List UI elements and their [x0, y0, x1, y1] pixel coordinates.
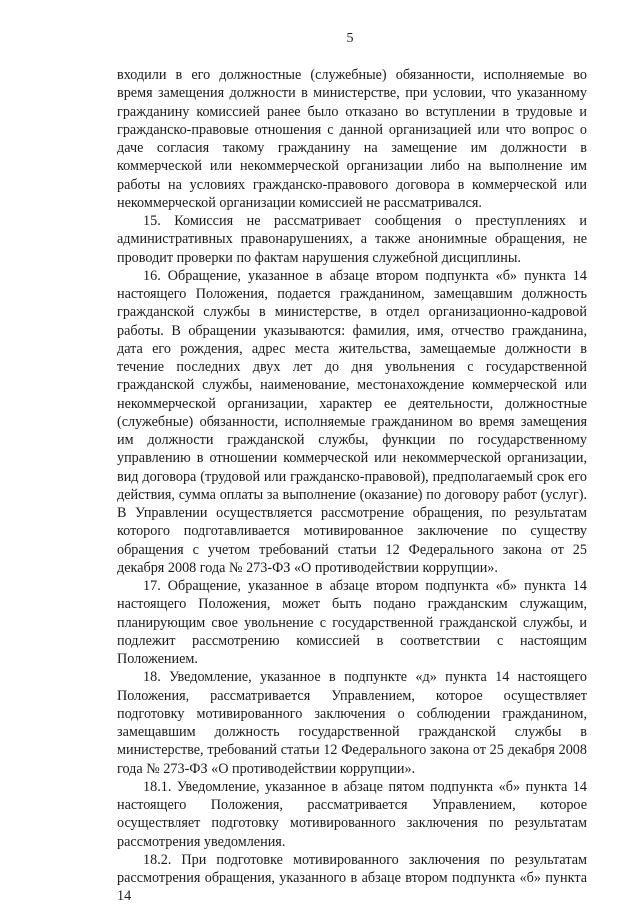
paragraph-18: 18. Уведомление, указанное в подпункте «д» пункта 14 настоящего Положения, рассматривается Управлением, которое осуществляет подготовку мотивированного заключения о соблюдении гражданином, замещавшим должность государственной гражданской службы в министерстве, требований статьи 12 Федерального закона от 25 декабря 2008 года № 273-ФЗ «О противодействии коррупции». — [117, 669, 587, 777]
paragraph-17: 17. Обращение, указанное в абзаце втором подпункта «б» пункта 14 настоящего Положения, может быть подано гражданским служащим, планирующим свое увольнение с государственной гражданской службы, и подлежит рассмотрению комиссией в соответствии с настоящим Положением. — [117, 578, 587, 667]
paragraph-18-2: 18.2. При подготовке мотивированного заключения по результатам рассмотрения обращения, указанного в абзаце втором подпункта «б» пункта 14 — [117, 851, 587, 905]
paragraph-18-1: 18.1. Уведомление, указанное в абзаце пятом подпункта «б» пункта 14 настоящего Положения, рассматривается Управлением, которое осуществляет подготовку мотивированного заключения по результатам рассмотрения уведомления. — [117, 778, 587, 850]
page-number: 5 — [346, 31, 354, 46]
paragraph-continuation: входили в его должностные (служебные) обязанности, исполняемые во время замещения должности в министерстве, при условии, что указанному гражданину комиссией ранее было отказано во вступлении в трудовые и гражданско-правовые отношения с данной организацией или что вопрос о даче согласия такому гражданину на замещение им должности в коммерческой или некоммерческой организации либо на выполнение им работы на условиях гражданско-правового договора в коммерческой или некоммерческой организации комиссией не рассматривался. — [117, 67, 587, 211]
paragraph-16: 16. Обращение, указанное в абзаце втором подпункта «б» пункта 14 настоящего Положения, подается гражданином, замещавшим должность гражданской службы в министерстве, в отдел организационно-кадровой работы. В обращении указываются: фамилия, имя, отчество гражданина, дата его рождения, адрес места жительства, замещаемые должности в течение последних двух лет до дня увольнения с государственной гражданской службы, наименование, местонахождение коммерческой или некоммерческой организации, характер ее деятельности, должностные (служебные) обязанности, исполняемые гражданином во время замещения им должности гражданской службы, функции по государственному управлению в отношении коммерческой или некоммерческой организации, вид договора (трудовой или гражданско-правовой), предполагаемый срок его действия, сумма оплаты за выполнение (оказание) по договору работ (услуг). В Управлении осуществляется рассмотрение обращения, по результатам которого подготавливается мотивированное заключение по существу обращения с учетом требований статьи 12 Федерального закона от 25 декабря 2008 года № 273-ФЗ «О противодействии коррупции». — [117, 267, 587, 576]
paragraph-15: 15. Комиссия не рассматривает сообщения о преступлениях и административных правонарушениях, а также анонимные обращения, не проводит проверки по фактам нарушения служебной дисциплины. — [117, 213, 587, 266]
document-body — [117, 66, 587, 906]
